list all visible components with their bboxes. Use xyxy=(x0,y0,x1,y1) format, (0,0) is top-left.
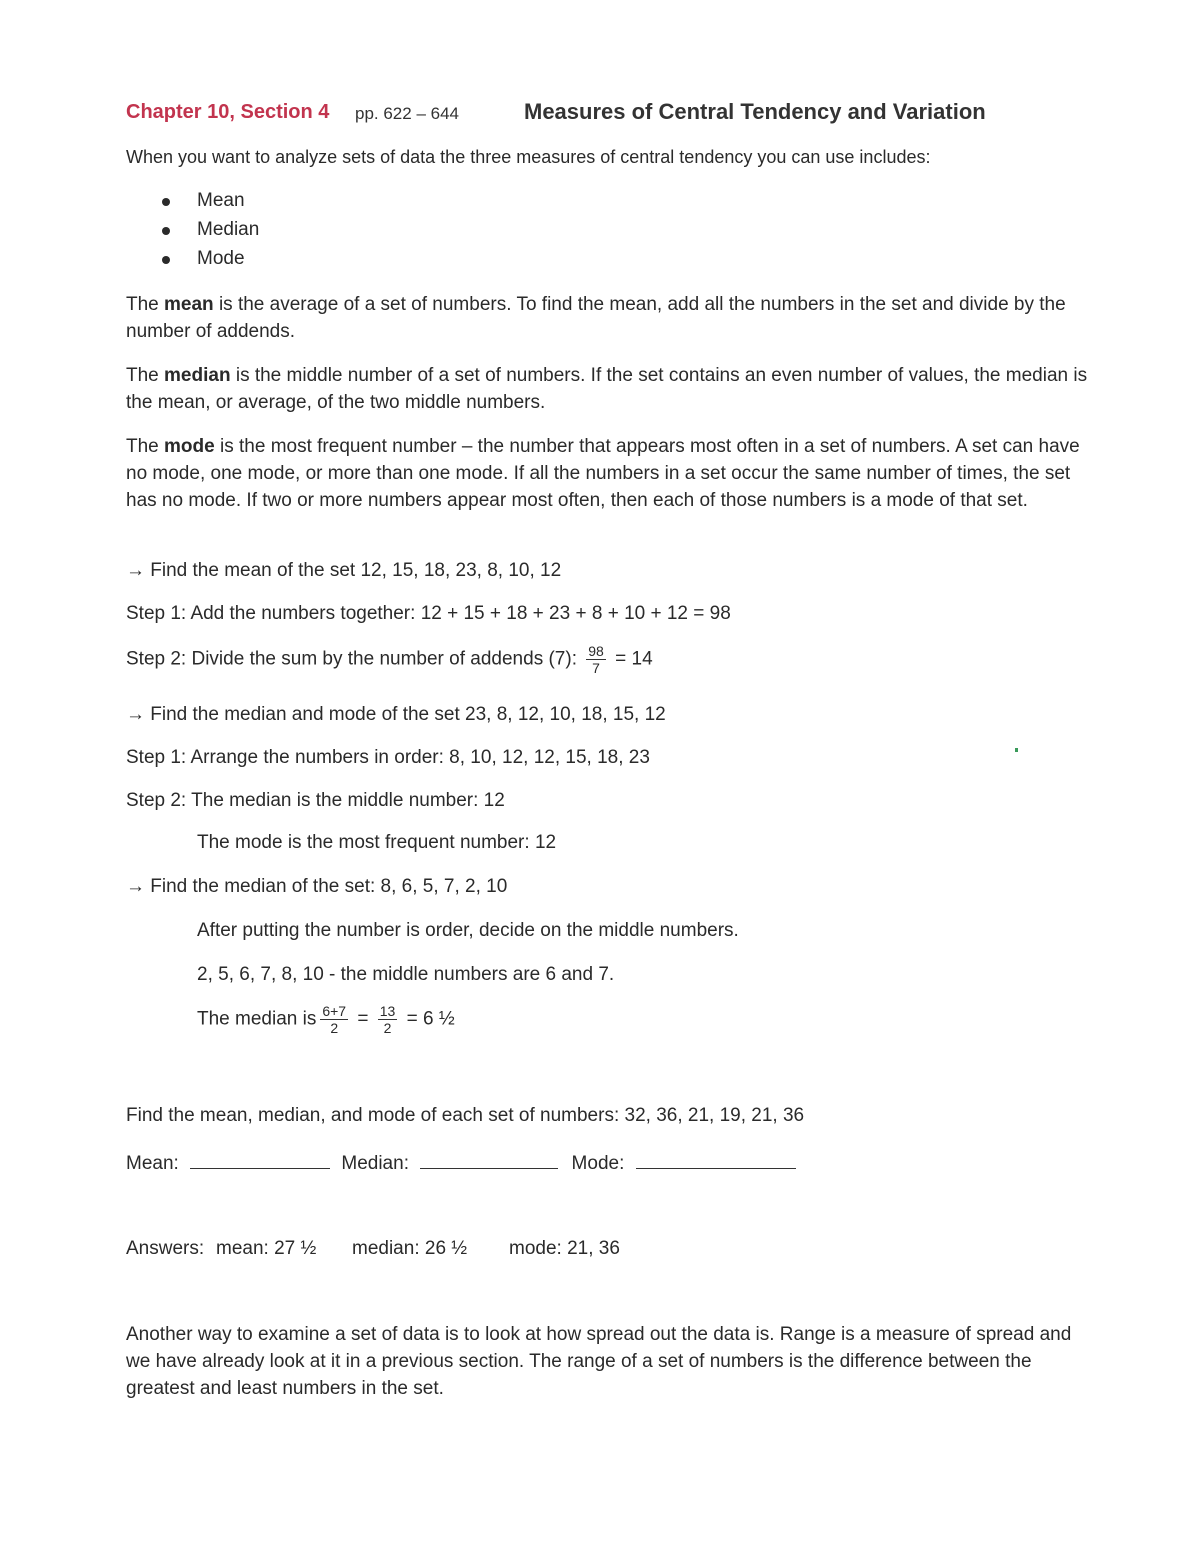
example2-mode-line: The mode is the most frequent number: 12 xyxy=(197,832,557,853)
answer-mode: mode: 21, 36 xyxy=(509,1238,620,1259)
list-item-mode: Mode xyxy=(197,248,245,269)
fraction: $\frac{98}{7}$ xyxy=(588,643,604,676)
bullet-icon xyxy=(162,198,170,206)
example2-prompt: → Find the median and mode of the set 23, 8, 12, 10, 18, 15, 12 xyxy=(126,704,666,725)
mode-term: mode xyxy=(164,436,215,457)
mode-label: Mode: xyxy=(571,1153,625,1174)
list-item-median: Median xyxy=(197,219,260,240)
bullet-icon xyxy=(162,256,170,264)
answer-median: median: 26 ½ xyxy=(352,1238,468,1259)
answer-mean: mean: 27 ½ xyxy=(216,1238,317,1259)
example3-line1: After putting the number is order, decide on the middle numbers. xyxy=(197,920,739,941)
example1-step1: Step 1: Add the numbers together: 12 + 15 + 18 + 23 + 8 + 10 + 12 = 98 xyxy=(126,603,731,624)
example3-prompt: → Find the median of the set: 8, 6, 5, 7, 2, 10 xyxy=(126,876,508,897)
example3-line2: 2, 5, 6, 7, 8, 10 - the middle numbers are 6 and 7. xyxy=(197,964,615,985)
exercise-prompt: Find the mean, median, and mode of each set of numbers: 32, 36, 21, 19, 21, 36 xyxy=(126,1105,805,1126)
page-title: Measures of Central Tendency and Variation xyxy=(524,99,986,124)
page-range: pp. 622 – 644 xyxy=(355,104,459,123)
example2-step1: Step 1: Arrange the numbers in order: 8, 10, 12, 12, 15, 18, 23 xyxy=(126,747,650,768)
fraction: $\frac{13}{2}$ xyxy=(379,1003,396,1036)
example1-step2: Step 2: Divide the sum by the number of addends (7): $\frac{98}{7}$ = 14 xyxy=(126,643,653,676)
mode-definition: The mode is the most frequent number – the number that appears most often in a set of numbers. A set can have no mode, one mode, or more than one mode. If all the numbers in a set occur the same number of times, the set has no mode. If two or more numbers appear most often, then each of those numbers is a mode of that set. xyxy=(126,436,1080,511)
median-term: median xyxy=(164,365,231,386)
mean-definition: The mean is the average of a set of numbers. To find the mean, add all the numbers in the set and divide by the number of addends. xyxy=(126,294,1066,342)
mean-label: Mean: xyxy=(126,1153,179,1174)
exercise-answer-row xyxy=(126,1150,796,1175)
scan-mark xyxy=(1015,748,1018,752)
mean-term: mean xyxy=(164,294,214,315)
mode-blank[interactable] xyxy=(636,1150,796,1169)
mean-blank[interactable] xyxy=(190,1150,330,1169)
chapter-heading: Chapter 10, Section 4 xyxy=(126,101,330,123)
list-item-mean: Mean xyxy=(197,190,245,211)
median-label: Median: xyxy=(341,1153,409,1174)
example1-prompt: → Find the mean of the set 12, 15, 18, 23, 8, 10, 12 xyxy=(126,560,562,581)
range-paragraph: Another way to examine a set of data is to look at how spread out the data is. Range is a measure of spread and we have already look at it in a previous section. The range of a set of numbers is the difference between the greatest and least numbers in the set. xyxy=(126,1324,1072,1399)
answers-label: Answers: xyxy=(126,1238,205,1259)
example3-median: The median is $\frac{6+7}{2}$ = $\frac{13}{2}$ = 6 ½ xyxy=(197,1003,455,1036)
bullet-icon xyxy=(162,227,170,235)
intro-text: When you want to analyze sets of data the three measures of central tendency you can use includes: xyxy=(126,147,931,167)
fraction: $\frac{6+7}{2}$ xyxy=(322,1003,347,1036)
median-blank[interactable] xyxy=(420,1150,558,1169)
median-definition: The median is the middle number of a set of numbers. If the set contains an even number of values, the median is the mean, or average, of the two middle numbers. xyxy=(126,365,1088,413)
example2-step2: Step 2: The median is the middle number: 12 xyxy=(126,790,505,811)
